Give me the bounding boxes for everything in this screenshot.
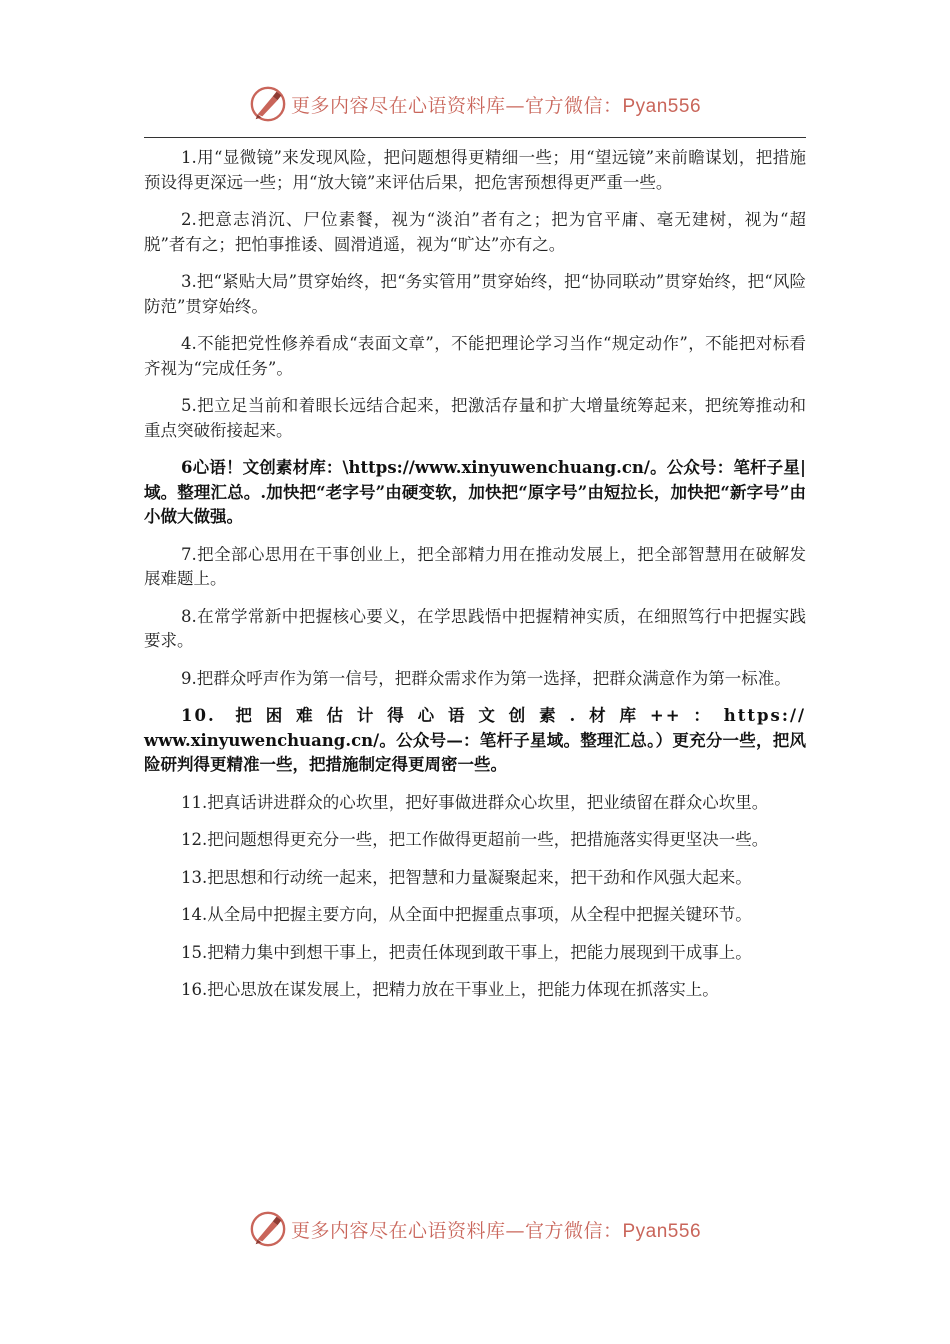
footer-text: 更多内容尽在心语资料库—官方微信：Pyan556 [290, 1219, 702, 1242]
paragraph-5: 5.把立足当前和着眼长远结合起来，把激活存量和扩大增量统筹起来，把统筹推动和重点突破衔接起来。 [144, 396, 806, 440]
document-body [144, 146, 806, 1016]
paragraph-8: 8.在常学常新中把握核心要义，在学思践悟中把握精神实质，在细照笃行中把握实践要求。 [144, 606, 806, 650]
header-divider [144, 137, 806, 138]
paragraph-10-line-2: www.xinyuwenchuang.cn/。公众号—：笔杆子星域。整理汇总。）更充分一些，把风险研判得更精准一些，把措施制定得更周密一些。 [144, 730, 806, 774]
paragraph-16: 16.把心思放在谋发展上，把精力放在干事业上，把能力体现在抓落实上。 [181, 980, 719, 999]
paragraph-1: 1.用“显微镜”来发现风险，把问题想得更精细一些；用“望远镜”来前瞻谋划，把措施预设得更深远一些；用“放大镜”来评估后果，把危害预想得更严重一些。 [144, 148, 806, 192]
header-banner [0, 84, 950, 124]
paragraph-6: 6心语！文创素材库：\https://www.xinyuwenchuang.cn/。公众号：笔杆子星|域。整理汇总。.加快把“老字号”由硬变软，加快把“原字号”由短拉长，加快把“新字号”由小做大做强。 [144, 458, 806, 526]
pen-logo-icon [249, 85, 287, 123]
paragraph-7: 7.把全部心思用在干事创业上，把全部精力用在推动发展上，把全部智慧用在破解发展难题上。 [144, 544, 806, 588]
paragraph-10 [144, 704, 806, 778]
paragraph-2: 2.把意志消沉、尸位素餐，视为“淡泊”者有之；把为官平庸、毫无建树，视为“超脱”者有之；把怕事推诿、圆滑逍遥，视为“旷达”亦有之。 [144, 210, 806, 254]
header-text: 更多内容尽在心语资料库—官方微信：Pyan556 [290, 94, 702, 117]
paragraph-10-line-1: 10. 把困难估计得心语文创素.材库++：https:// [181, 706, 806, 725]
paragraph-4: 4.不能把党性修养看成“表面文章”，不能把理论学习当作“规定动作”，不能把对标看齐视为“完成任务”。 [144, 334, 806, 378]
pen-logo-icon [249, 1210, 287, 1248]
footer-wechat-id: Pyan556 [622, 1220, 702, 1242]
paragraph-13: 13.把思想和行动统一起来，把智慧和力量凝聚起来，把干劲和作风强大起来。 [181, 867, 752, 887]
footer-banner [0, 1209, 950, 1249]
header-wechat-id: Pyan556 [622, 95, 702, 117]
paragraph-12: 12.把问题想得更充分一些，把工作做得更超前一些，把措施落实得更坚决一些。 [181, 830, 769, 849]
paragraph-3: 3.把“紧贴大局”贯穿始终，把“务实管用”贯穿始终，把“协同联动”贯穿始终，把“风险防范”贯穿始终。 [144, 272, 806, 316]
paragraph-14: 14.从全局中把握主要方向，从全面中把握重点事项，从全程中把握关键环节。 [181, 905, 752, 924]
paragraph-9: 9.把群众呼声作为第一信号，把群众需求作为第一选择，把群众满意作为第一标准。 [181, 668, 791, 688]
paragraph-15: 15.把精力集中到想干事上，把责任体现到敢干事上，把能力展现到干成事上。 [181, 942, 752, 962]
paragraph-11: 11.把真话讲进群众的心坎里，把好事做进群众心坎里，把业绩留在群众心坎里。 [181, 792, 769, 812]
